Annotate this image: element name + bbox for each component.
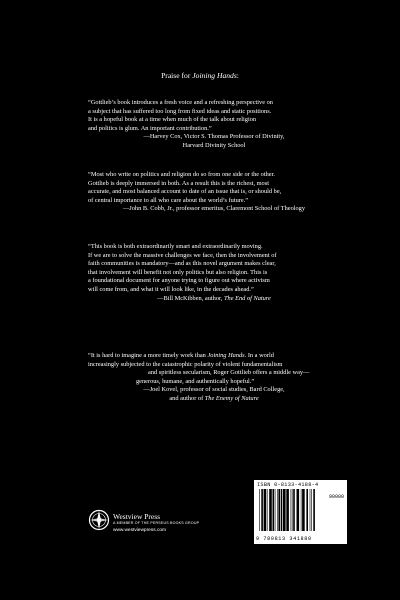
praise-heading (0, 71, 400, 81)
quote-line: It is a hopeful book at a time when much of the talk about religion (88, 116, 257, 124)
attribution-prefix: —Bill McKibben, author, (157, 294, 225, 302)
quote-line: of central importance to all who care about the world’s future.” (88, 196, 249, 204)
barcode-bar (281, 489, 283, 531)
barcode-bar (273, 489, 275, 531)
publisher-name: Westview Press (113, 512, 161, 521)
quote-line-prefix: “It is hard to imagine a more timely work than (88, 352, 208, 359)
quote-kovel (88, 352, 340, 404)
barcode-bar (269, 489, 272, 531)
isbn-barcode (254, 480, 347, 544)
quote-attribution (88, 295, 340, 304)
quote-line: If we are to solve the massive challenges we face, then the involvement of (88, 251, 277, 259)
quote-line: and politics is glum. An important contribution.” (88, 124, 212, 132)
barcode-bar (302, 489, 305, 531)
attribution-prefix: and author of (169, 394, 205, 402)
book-title: Joining Hands (192, 71, 237, 80)
praise-heading-suffix: : (236, 71, 239, 80)
publisher-tagline: A MEMBER OF THE PERSEUS BOOKS GROUP (113, 521, 200, 525)
quote-cox (88, 99, 340, 151)
ean-text: 9 780813 341880 (256, 536, 312, 542)
praise-heading-prefix: Praise for (161, 71, 193, 80)
barcode-bar (293, 489, 295, 531)
barcode-bar (310, 489, 311, 531)
quote-cobb (88, 171, 340, 214)
barcode-bar (292, 489, 293, 531)
quote-line: will come from, and what it will look like, in the decades ahead.” (88, 285, 254, 293)
barcode-bar (286, 489, 289, 531)
westview-compass-logo-icon (88, 509, 110, 531)
barcode-bar (275, 489, 276, 531)
barcode-bar (306, 489, 308, 531)
attribution-book-title: The Enemy of Nature (204, 394, 259, 402)
barcode-bar (278, 489, 280, 531)
quote-line: faith communities is mandatory—and as this novel argument makes clear, (88, 260, 276, 268)
quote-attribution: Harvard Divinity School (182, 141, 246, 149)
quote-line: generous, humane, and authentically hopeful.” (136, 377, 255, 385)
barcode-bar (311, 489, 312, 531)
barcode-bar (259, 489, 260, 531)
quote-book-title: Joining Hands (207, 352, 245, 359)
quote-attribution: —Joel Kovel, professor of social studies, Bard College, (143, 386, 285, 394)
barcode-bar (313, 489, 315, 531)
barcode-bars (258, 489, 318, 535)
quote-line (88, 352, 340, 361)
quote-line: “This book is both extraordinarily smart and extraordinarily moving. (88, 243, 263, 250)
quote-line: a foundational document for anyone trying to figure out where activism (88, 277, 270, 285)
quote-mckibben (88, 243, 340, 303)
barcode-bar (297, 489, 300, 531)
publisher-url: www.westviewpress.com (113, 528, 167, 533)
quote-line: a subject that has suffered too long from fixed ideas and static positions. (88, 107, 272, 115)
quote-line: and spiritless secularism, Roger Gottlieb offers a middle way— (148, 369, 310, 377)
quote-line-suffix: . In a world (244, 352, 274, 359)
barcode-bar (283, 489, 286, 531)
isbn-text: ISBN 0-8133-4188-4 (257, 482, 319, 488)
price-code: 90000 (328, 494, 344, 500)
barcode-bar (301, 489, 302, 531)
attribution-book-title: The End of Nature (224, 294, 271, 302)
quote-attribution (88, 395, 340, 404)
quote-line: “Gottlieb’s book introduces a fresh voice and a refreshing perspective on (88, 99, 273, 106)
barcode-bar (291, 489, 292, 531)
quote-line: “Most who write on politics and religion do so from one side or the other. (88, 171, 275, 178)
barcode-bar (264, 489, 267, 531)
barcode-bar (277, 489, 278, 531)
barcode-bar (261, 489, 263, 531)
quote-line: increasingly subjected to the catastrophic polarity of violent fundamentalism (88, 360, 283, 368)
quote-attribution: —John B. Cobb, Jr., professor emeritus, Claremont School of Theology (122, 205, 306, 213)
quote-line: accurate, and most balanced account to date of an issue that is, or should be, (88, 188, 282, 196)
quote-line: that involvement will benefit not only politics but also religion. This is (88, 268, 268, 276)
barcode-bar (267, 489, 268, 531)
quote-attribution: —Harvey Cox, Victor S. Thomas Professor of Divinity, (143, 133, 285, 141)
quote-line: Gottlieb is deeply immersed in both. As a result this is the richest, most (88, 179, 269, 187)
